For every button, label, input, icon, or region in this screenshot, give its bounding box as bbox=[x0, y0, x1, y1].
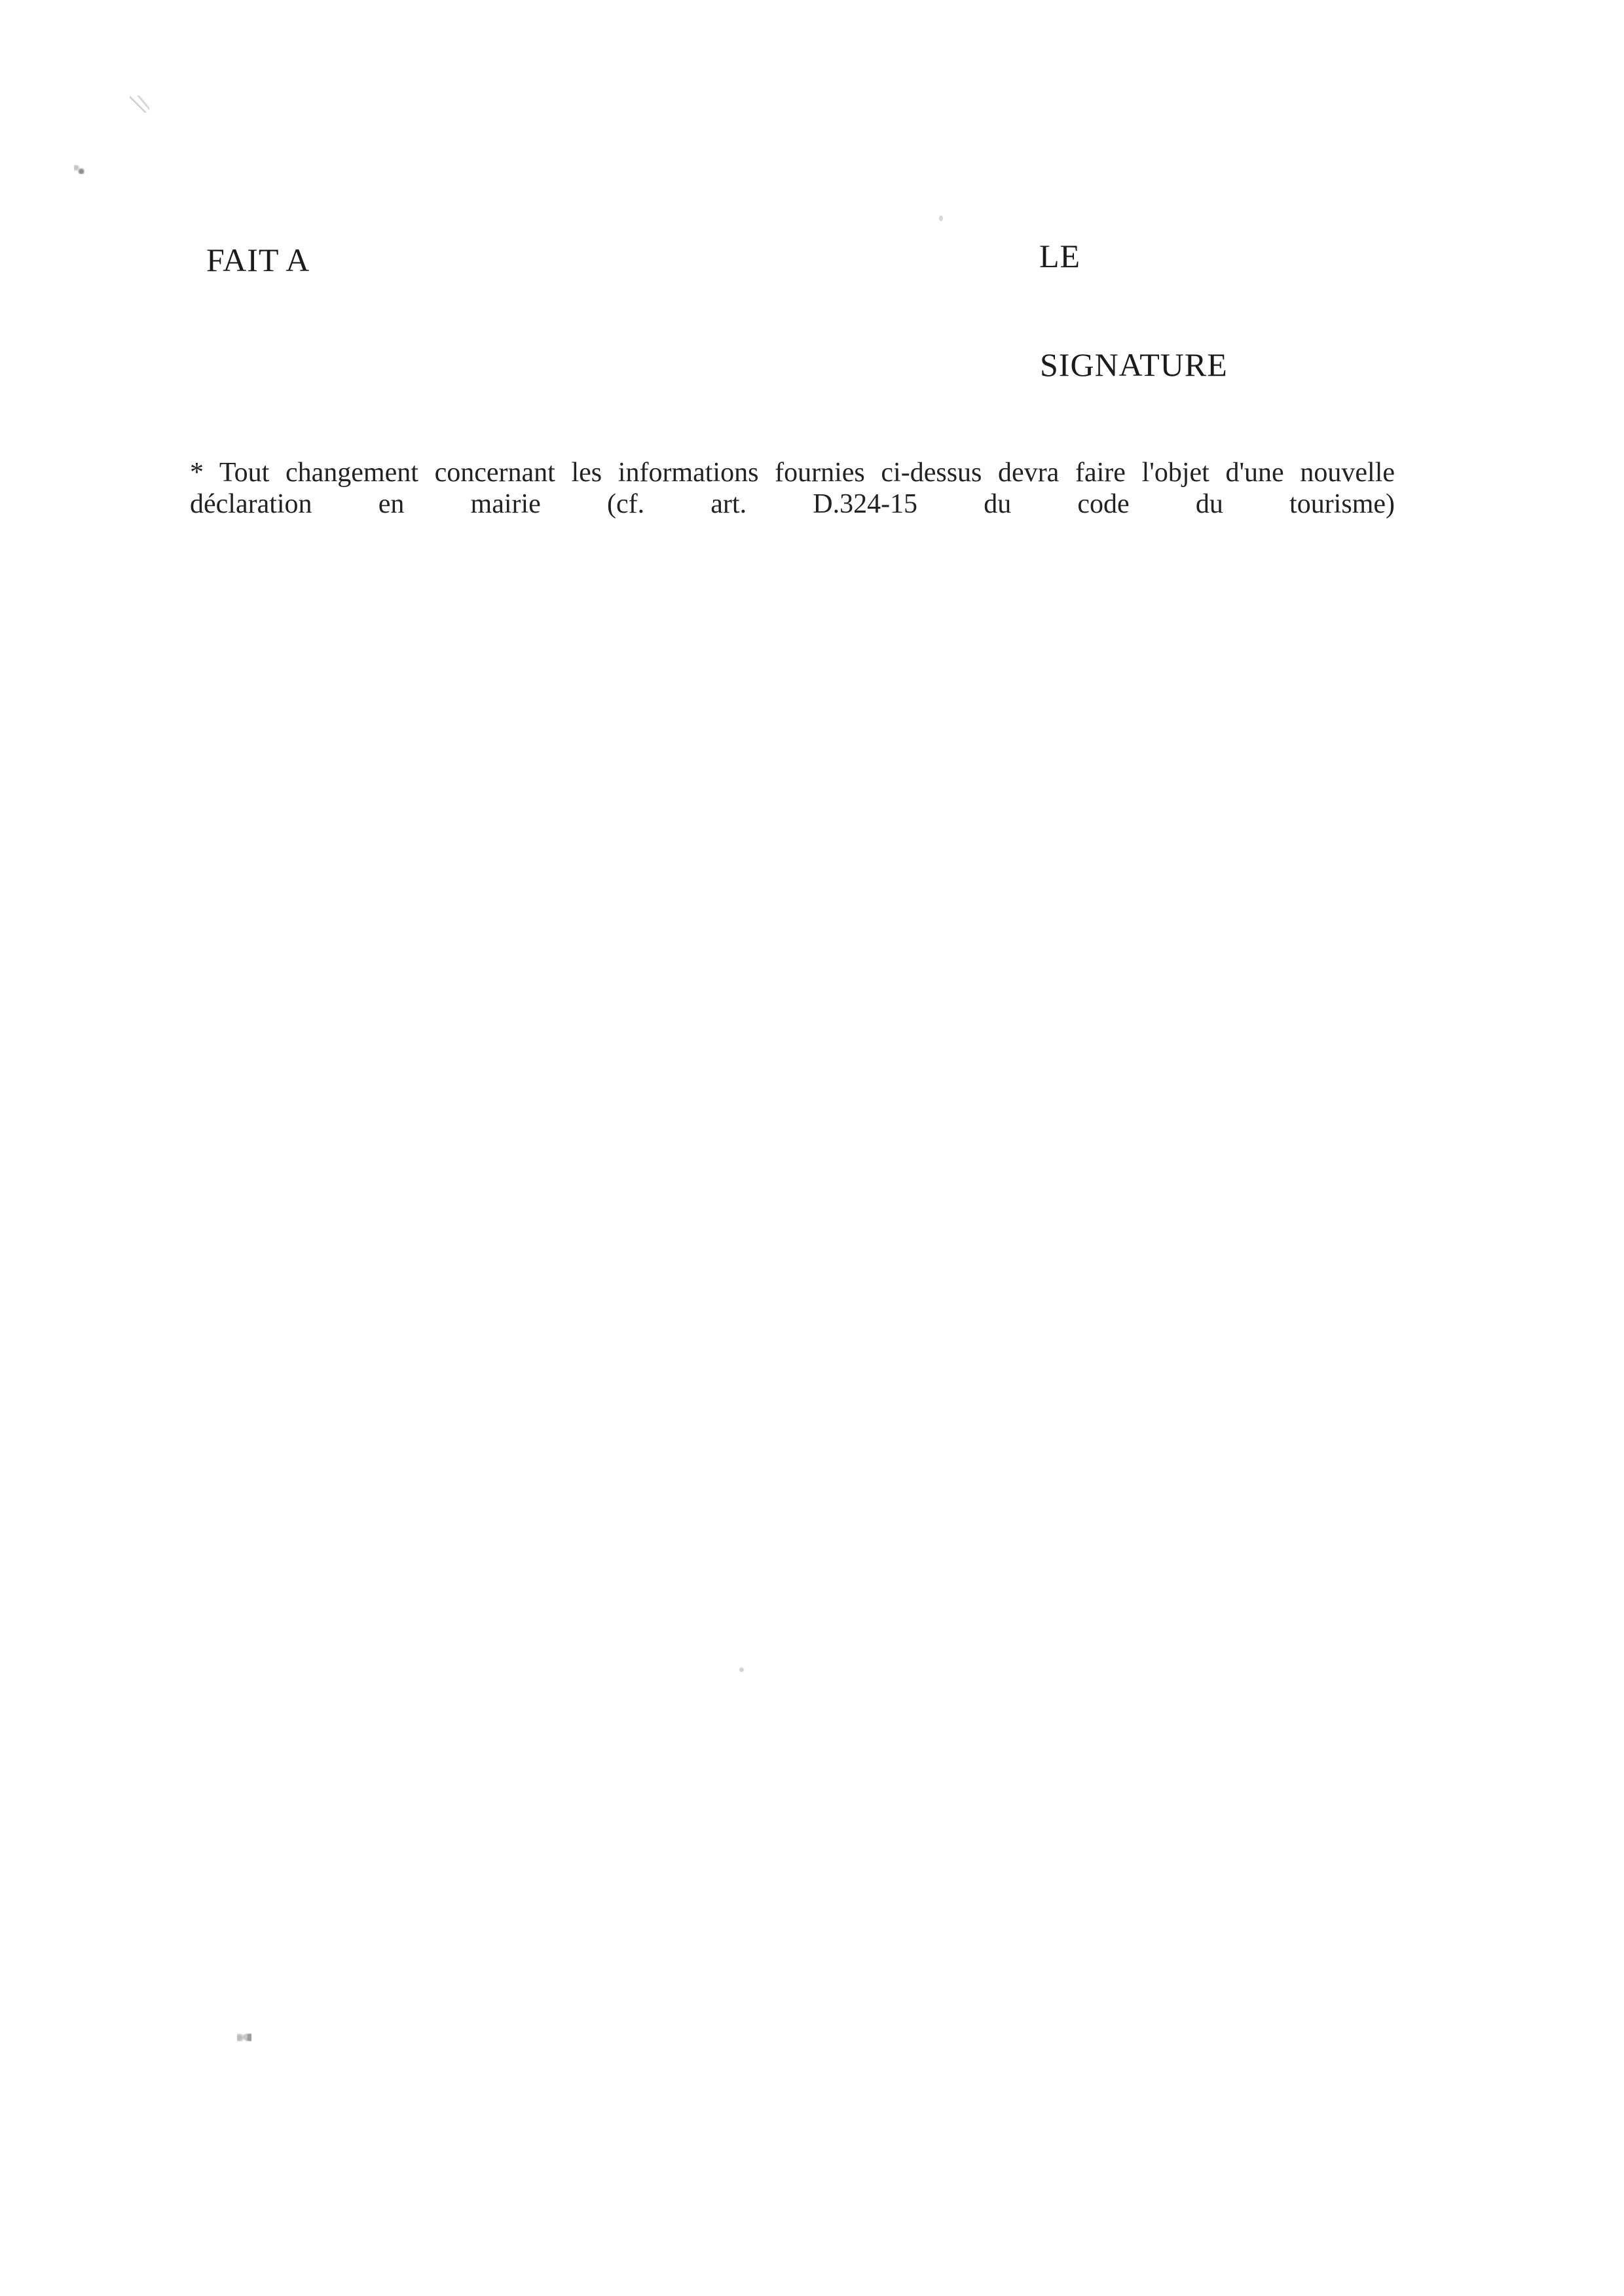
scan-artifact bbox=[130, 96, 149, 113]
signature-label: SIGNATURE bbox=[1040, 346, 1228, 383]
fait-a-label: FAIT A bbox=[206, 242, 310, 278]
footnote-line-1: * Tout changement concernant les informations fournies ci-dessus devra faire l'objet d'une nouvelle bbox=[190, 458, 1395, 488]
scan-artifact bbox=[237, 2033, 251, 2041]
footnote bbox=[190, 457, 1395, 520]
le-label: LE bbox=[1039, 238, 1081, 274]
scan-artifact bbox=[74, 165, 84, 174]
scan-artifact bbox=[739, 1667, 745, 1673]
scan-artifact bbox=[939, 215, 943, 221]
footnote-line-2: déclaration en mairie (cf. art. D.324-15 du code du tourisme) bbox=[190, 489, 1395, 519]
